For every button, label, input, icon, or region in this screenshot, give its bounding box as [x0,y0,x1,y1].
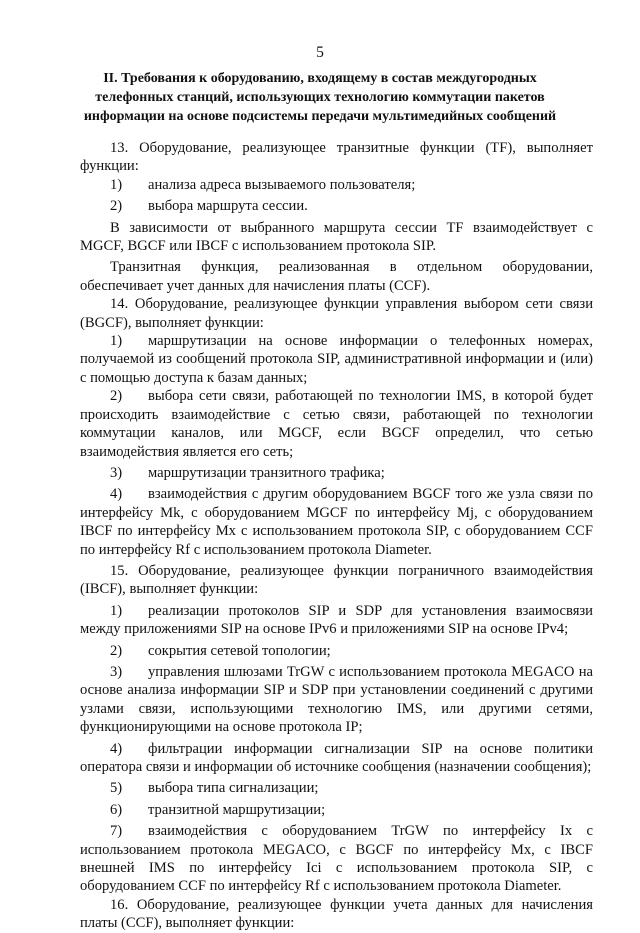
list-item [80,602,593,639]
paragraph-text: взаимодействия с другим оборудованием BGCF того же узла связи по интерфейсу Mk, с оборудованием MGCF по интерфейсу Mj, с оборудованием IBCF по интерфейсу Mx с использованием протокола SIP, с оборудованием CCF по интерфейсу Rf с использованием протокола Diameter. [80,486,593,558]
list-item [80,740,593,777]
paragraph-text: выбора типа сигнализации; [148,780,319,797]
paragraph-text: В зависимости от выбранного маршрута сессии TF взаимодействует с MGCF, BGCF или IBCF с использованием протокола SIP. [80,219,593,255]
list-item-number: 6) [110,801,123,818]
list-item-number: 1) [110,602,123,619]
list-item [80,642,593,660]
paragraph-text: сокрытия сетевой топологии; [148,642,331,659]
list-item [80,663,593,737]
paragraph-text: взаимодействия с оборудованием TrGW по интерфейсу Ix с использованием протокола MEGACO, с BGCF по интерфейсу Mx, с IBCF внешней IMS по интерфейсу Ici с использованием протокола SIP, с оборудованием CCF по интерфейсу Rf с использованием протокола Diameter. [80,823,593,895]
paragraph-text: 16. Оборудование, реализующее функции учета данных для начисления платы (CCF), выполняет функции: [80,896,593,932]
paragraph-text: выбора маршрута сессии. [148,198,308,215]
paragraph-text: маршрутизации на основе информации о телефонных номерах, получаемой из сообщений протокола SIP, административной информации и (или) с помощью доступа к базам данных; [80,333,593,386]
list-item-number: 2) [110,388,123,405]
list-item-number: 4) [110,740,123,757]
list-item-number: 2) [110,198,123,215]
list-item [80,485,593,559]
page-number: 5 [316,44,324,61]
paragraph-text: управления шлюзами TrGW с использованием протокола MEGACO на основе анализа информации SIP и SDP при установлении соединений с другими узлами связи, использующими технологию IMS, или другими сетями, функционирующими на основе протокола IP; [80,663,593,736]
paragraph [80,562,593,599]
paragraph-text: выбора сети связи, работающей по технологии IMS, в которой будет происходить взаимодействие с сетью связи, работающей по технологии коммутации каналов, или MGCF, если BGCF определил, что сетью взаимодействия является его сеть; [80,388,593,460]
list-item-number: 3) [110,464,123,481]
paragraph-text: 14. Оборудование, реализующее функции управления выбором сети связи (BGCF), выполняет функции: [80,296,593,331]
paragraph [80,139,593,176]
list-item [80,822,593,896]
list-item [80,801,593,819]
paragraph-text: фильтрации информации сигнализации SIP на основе политики оператора связи и информации об источнике сообщения (назначении сообщения); [80,740,593,775]
paragraph-text: 13. Оборудование, реализующее транзитные функции (TF), выполняет функции: [80,140,593,175]
list-item [80,176,593,194]
list-item [80,332,593,387]
list-item [80,197,593,215]
list-item [80,464,593,482]
paragraph-text: реализации протоколов SIP и SDP для установления взаимосвязи между приложениями SIP на основе IPv6 и приложениями SIP на основе IPv4; [80,602,593,638]
paragraph-text: 15. Оборудование, реализующее функции пограничного взаимодействия (IBCF), выполняет функции: [80,562,593,598]
list-item [80,387,593,461]
list-item-number: 2) [110,642,123,659]
paragraph [80,896,593,933]
list-item-number: 5) [110,780,123,797]
paragraph-text: маршрутизации транзитного трафика; [148,464,385,481]
paragraph [80,219,593,256]
paragraph [80,295,593,332]
list-item-number: 1) [110,333,123,350]
list-item [80,779,593,797]
document-body [80,139,593,933]
list-item-number: 4) [110,486,123,503]
paragraph [80,258,593,295]
paragraph-text: Транзитная функция, реализованная в отдельном оборудовании, обеспечивает учет данных для начисления платы (CCF). [80,259,593,294]
list-item-number: 3) [110,663,123,680]
paragraph-text: транзитной маршрутизации; [148,801,326,818]
list-item-number: 1) [110,176,123,193]
list-item-number: 7) [110,823,123,840]
section-title: II. Требования к оборудованию, входящему в состав междугородных телефонных станций, использующих технологию коммутации пакетов информации на основе подсистемы передачи мультимедийных сообщений [83,71,557,124]
paragraph-text: анализа адреса вызываемого пользователя; [148,176,416,193]
